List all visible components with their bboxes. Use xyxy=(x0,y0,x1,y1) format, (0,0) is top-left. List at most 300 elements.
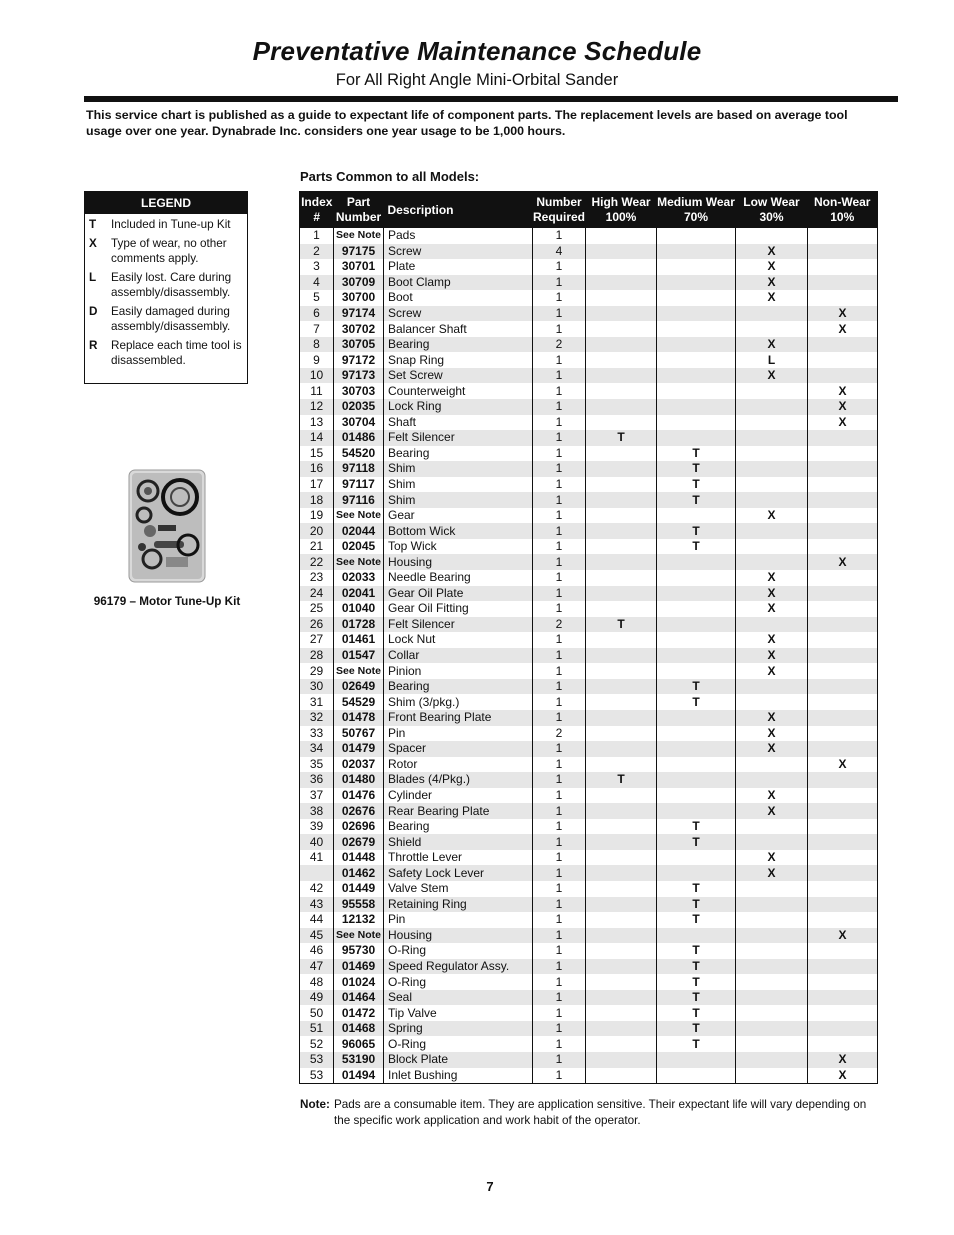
table-row xyxy=(300,648,878,664)
cell-description: Counterweight xyxy=(384,383,533,399)
cell-index: 43 xyxy=(300,897,334,913)
cell-part-number: 97116 xyxy=(334,492,384,508)
table-row xyxy=(300,741,878,757)
cell-description: Shaft xyxy=(384,415,533,431)
cell-index: 27 xyxy=(300,632,334,648)
cell-high-wear xyxy=(586,850,657,866)
cell-description: Shim xyxy=(384,492,533,508)
cell-part-number: 96065 xyxy=(334,1036,384,1052)
cell-non-wear xyxy=(808,352,878,368)
cell-part-number: 30700 xyxy=(334,290,384,306)
cell-non-wear xyxy=(808,819,878,835)
table-row xyxy=(300,881,878,897)
cell-low-wear: X xyxy=(736,788,808,804)
cell-non-wear xyxy=(808,710,878,726)
page-number: 7 xyxy=(486,1179,494,1194)
cell-high-wear xyxy=(586,1052,657,1068)
cell-medium-wear xyxy=(657,648,736,664)
cell-high-wear xyxy=(586,974,657,990)
cell-high-wear xyxy=(586,990,657,1006)
cell-description: Lock Nut xyxy=(384,632,533,648)
cell-medium-wear xyxy=(657,772,736,788)
cell-part-number: 01464 xyxy=(334,990,384,1006)
cell-non-wear: X xyxy=(808,928,878,944)
table-row xyxy=(300,850,878,866)
cell-low-wear: X xyxy=(736,803,808,819)
cell-part-number: See Note xyxy=(334,228,384,244)
cell-index: 46 xyxy=(300,943,334,959)
cell-number-required: 1 xyxy=(533,679,586,695)
cell-index: 14 xyxy=(300,430,334,446)
cell-medium-wear: T xyxy=(657,477,736,493)
cell-low-wear xyxy=(736,834,808,850)
cell-number-required: 1 xyxy=(533,850,586,866)
cell-non-wear: X xyxy=(838,1067,847,1082)
table-row xyxy=(300,601,878,617)
cell-index: 47 xyxy=(300,959,334,975)
cell-high-wear xyxy=(586,741,657,757)
cell-high-wear xyxy=(586,834,657,850)
cell-high-wear: T xyxy=(586,772,657,788)
cell-index: 36 xyxy=(300,772,334,788)
table-row xyxy=(300,446,878,462)
cell-non-wear xyxy=(808,834,878,850)
cell-part-number: 12132 xyxy=(334,912,384,928)
cell-part-number: 50767 xyxy=(334,726,384,742)
table-row xyxy=(300,461,878,477)
cell-description: Spring xyxy=(384,1021,533,1037)
page-title: Preventative Maintenance Schedule xyxy=(252,36,702,66)
cell-number-required: 1 xyxy=(533,1005,586,1021)
cell-description: Tip Valve xyxy=(384,1005,533,1021)
table-row xyxy=(300,352,878,368)
cell-description: Top Wick xyxy=(384,539,533,555)
cell-high-wear xyxy=(586,492,657,508)
cell-part-number: 02045 xyxy=(334,539,384,555)
cell-high-wear xyxy=(586,275,657,291)
cell-high-wear xyxy=(586,819,657,835)
table-row xyxy=(300,663,878,679)
cell-index: 49 xyxy=(300,990,334,1006)
cell-high-wear xyxy=(586,337,657,353)
cell-non-wear xyxy=(808,679,878,695)
cell-low-wear: X xyxy=(736,710,808,726)
cell-non-wear xyxy=(808,461,878,477)
cell-low-wear: X xyxy=(736,663,808,679)
cell-non-wear xyxy=(808,539,878,555)
cell-number-required: 1 xyxy=(533,959,586,975)
cell-low-wear xyxy=(736,819,808,835)
cell-low-wear xyxy=(736,679,808,695)
cell-high-wear xyxy=(586,663,657,679)
legend-key: X xyxy=(89,236,97,250)
cell-high-wear xyxy=(586,679,657,695)
cell-part-number: 97175 xyxy=(334,244,384,260)
cell-low-wear: X xyxy=(736,290,808,306)
table-row xyxy=(300,1036,878,1052)
cell-non-wear xyxy=(808,1036,878,1052)
cell-number-required: 1 xyxy=(533,1068,586,1084)
cell-non-wear xyxy=(808,865,878,881)
cell-high-wear xyxy=(586,259,657,275)
cell-low-wear: X xyxy=(736,508,808,524)
cell-description: Shim (3/pkg.) xyxy=(384,694,533,710)
cell-part-number: 30703 xyxy=(334,383,384,399)
cell-low-wear: X xyxy=(736,368,808,384)
cell-medium-wear xyxy=(657,415,736,431)
cell-high-wear xyxy=(586,321,657,337)
table-row xyxy=(300,819,878,835)
cell-number-required: 2 xyxy=(533,617,586,633)
cell-part-number: 02041 xyxy=(334,586,384,602)
cell-medium-wear: T xyxy=(657,897,736,913)
cell-part-number: See Note xyxy=(334,554,384,570)
table-row xyxy=(300,803,878,819)
cell-medium-wear: T xyxy=(657,912,736,928)
table-header-row xyxy=(300,192,878,229)
cell-index: 21 xyxy=(300,539,334,555)
cell-non-wear xyxy=(808,663,878,679)
cell-index: 9 xyxy=(300,352,334,368)
table-row xyxy=(300,275,878,291)
cell-description: Shim xyxy=(384,461,533,477)
table-row xyxy=(300,586,878,602)
cell-high-wear xyxy=(586,368,657,384)
cell-non-wear xyxy=(808,244,878,260)
cell-description: Gear Oil Fitting xyxy=(384,601,533,617)
cell-low-wear: X xyxy=(736,726,808,742)
cell-medium-wear: T xyxy=(657,446,736,462)
cell-non-wear xyxy=(808,477,878,493)
cell-medium-wear xyxy=(657,570,736,586)
legend-box xyxy=(84,191,248,384)
table-row xyxy=(300,508,878,524)
cell-low-wear xyxy=(736,617,808,633)
table-row xyxy=(300,974,878,990)
table-row xyxy=(300,757,878,773)
cell-number-required: 1 xyxy=(533,803,586,819)
cell-medium-wear: T xyxy=(657,974,736,990)
cell-number-required: 1 xyxy=(533,477,586,493)
cell-high-wear xyxy=(586,352,657,368)
cell-low-wear xyxy=(736,897,808,913)
cell-medium-wear xyxy=(657,586,736,602)
cell-index: 18 xyxy=(300,492,334,508)
cell-number-required: 1 xyxy=(533,819,586,835)
cell-non-wear xyxy=(808,897,878,913)
cell-description: Housing xyxy=(384,928,533,944)
legend-key: D xyxy=(89,304,98,318)
cell-low-wear xyxy=(736,1036,808,1052)
cell-description: O-Ring xyxy=(384,1036,533,1052)
cell-number-required: 1 xyxy=(533,461,586,477)
cell-description: Shim xyxy=(384,477,533,493)
table-row xyxy=(300,244,878,260)
legend-item xyxy=(85,236,247,267)
cell-non-wear xyxy=(808,430,878,446)
cell-number-required: 1 xyxy=(533,368,586,384)
cell-medium-wear xyxy=(657,337,736,353)
cell-index: 28 xyxy=(300,648,334,664)
cell-low-wear xyxy=(736,959,808,975)
table-row xyxy=(300,788,878,804)
cell-number-required: 1 xyxy=(533,228,586,244)
cell-non-wear xyxy=(808,586,878,602)
cell-medium-wear: T xyxy=(657,1005,736,1021)
cell-high-wear xyxy=(586,959,657,975)
cell-description: Valve Stem xyxy=(384,881,533,897)
cell-part-number: 01468 xyxy=(334,1021,384,1037)
cell-low-wear xyxy=(736,912,808,928)
cell-description: Housing xyxy=(384,554,533,570)
cell-description: Needle Bearing xyxy=(384,570,533,586)
table-row xyxy=(300,865,878,881)
cell-medium-wear xyxy=(657,663,736,679)
cell-number-required: 1 xyxy=(533,943,586,959)
cell-high-wear xyxy=(586,943,657,959)
cell-non-wear xyxy=(808,694,878,710)
cell-number-required: 1 xyxy=(533,928,586,944)
col-header-part-number: Part Number xyxy=(334,192,384,229)
table-row xyxy=(300,228,878,244)
cell-part-number: 97117 xyxy=(334,477,384,493)
cell-part-number: 01449 xyxy=(334,881,384,897)
cell-medium-wear xyxy=(657,632,736,648)
table-row xyxy=(300,617,878,633)
cell-non-wear xyxy=(808,508,878,524)
cell-description: Gear Oil Plate xyxy=(384,586,533,602)
cell-index: 24 xyxy=(300,586,334,602)
table-row xyxy=(300,368,878,384)
cell-non-wear xyxy=(808,974,878,990)
cell-high-wear xyxy=(586,757,657,773)
cell-part-number: 01448 xyxy=(334,850,384,866)
cell-medium-wear xyxy=(657,1068,736,1084)
cell-index: 3 xyxy=(300,259,334,275)
cell-medium-wear: T xyxy=(657,1021,736,1037)
cell-index: 22 xyxy=(300,554,334,570)
cell-low-wear xyxy=(736,757,808,773)
cell-low-wear xyxy=(736,492,808,508)
cell-medium-wear xyxy=(657,726,736,742)
cell-part-number: 02696 xyxy=(334,819,384,835)
cell-number-required: 1 xyxy=(533,1052,586,1068)
cell-number-required: 1 xyxy=(533,259,586,275)
cell-high-wear xyxy=(586,881,657,897)
table-row xyxy=(300,1021,878,1037)
cell-part-number: 01728 xyxy=(334,617,384,633)
cell-description: Inlet Bushing xyxy=(384,1068,533,1084)
cell-medium-wear: T xyxy=(657,694,736,710)
cell-high-wear xyxy=(586,306,657,322)
table-row xyxy=(300,290,878,306)
cell-high-wear xyxy=(586,383,657,399)
cell-description: Pin xyxy=(384,912,533,928)
cell-non-wear: X xyxy=(808,554,878,570)
cell-part-number: 97118 xyxy=(334,461,384,477)
cell-low-wear: X xyxy=(736,570,808,586)
parts-table xyxy=(299,191,878,1084)
cell-medium-wear: T xyxy=(657,834,736,850)
cell-high-wear xyxy=(586,446,657,462)
cell-number-required: 1 xyxy=(533,632,586,648)
cell-part-number: 01461 xyxy=(334,632,384,648)
cell-medium-wear xyxy=(657,710,736,726)
cell-low-wear: X xyxy=(736,865,808,881)
cell-index: 41 xyxy=(300,850,334,866)
legend-text: Included in Tune-up Kit xyxy=(111,218,231,231)
cell-low-wear xyxy=(736,694,808,710)
cell-part-number: 30701 xyxy=(334,259,384,275)
cell-medium-wear xyxy=(657,803,736,819)
legend-key: T xyxy=(89,218,97,231)
table-row xyxy=(300,912,878,928)
cell-index: 51 xyxy=(300,1021,334,1037)
table-row xyxy=(300,632,878,648)
cell-non-wear: X xyxy=(838,414,847,429)
table-row xyxy=(300,259,878,275)
cell-non-wear xyxy=(808,368,878,384)
cell-part-number: 02037 xyxy=(334,757,384,773)
cell-non-wear xyxy=(808,648,878,664)
cell-high-wear xyxy=(586,788,657,804)
cell-high-wear xyxy=(586,554,657,570)
cell-low-wear xyxy=(736,1052,808,1068)
tune-up-kit-image xyxy=(128,469,206,583)
table-row xyxy=(300,959,878,975)
cell-part-number: 53190 xyxy=(334,1052,384,1068)
cell-part-number: 01494 xyxy=(334,1068,384,1084)
cell-description: Throttle Lever xyxy=(384,850,533,866)
cell-medium-wear xyxy=(657,399,736,415)
cell-low-wear xyxy=(736,399,808,415)
cell-non-wear xyxy=(808,959,878,975)
cell-non-wear xyxy=(808,726,878,742)
cell-description: Bottom Wick xyxy=(384,523,533,539)
cell-non-wear xyxy=(808,601,878,617)
col-header-description: Description xyxy=(384,192,533,229)
legend-title: LEGEND xyxy=(85,192,247,214)
cell-number-required: 1 xyxy=(533,492,586,508)
cell-non-wear xyxy=(808,741,878,757)
cell-high-wear xyxy=(586,1068,657,1084)
cell-non-wear: X xyxy=(838,383,847,398)
page-subtitle: For All Right Angle Mini-Orbital Sander xyxy=(335,71,619,89)
cell-medium-wear xyxy=(657,757,736,773)
legend-text: Easily lost. Care during assembly/disassembly. xyxy=(111,270,232,299)
legend-item xyxy=(85,217,247,233)
cell-low-wear xyxy=(736,943,808,959)
cell-medium-wear xyxy=(657,617,736,633)
cell-low-wear xyxy=(736,383,808,399)
table-row xyxy=(300,539,878,555)
cell-number-required: 1 xyxy=(533,741,586,757)
cell-part-number: 01478 xyxy=(334,710,384,726)
cell-number-required: 1 xyxy=(533,290,586,306)
table-row xyxy=(300,928,878,944)
cell-high-wear xyxy=(586,1021,657,1037)
cell-index: 53 xyxy=(300,1052,334,1068)
cell-part-number: 01480 xyxy=(334,772,384,788)
cell-non-wear xyxy=(808,850,878,866)
cell-index: 10 xyxy=(300,368,334,384)
cell-non-wear xyxy=(808,617,878,633)
cell-medium-wear xyxy=(657,306,736,322)
cell-part-number: 97173 xyxy=(334,368,384,384)
cell-non-wear xyxy=(808,492,878,508)
cell-low-wear xyxy=(736,881,808,897)
cell-index: 45 xyxy=(300,928,334,944)
cell-number-required: 1 xyxy=(533,601,586,617)
cell-low-wear: X xyxy=(736,850,808,866)
cell-number-required: 1 xyxy=(533,788,586,804)
cell-index: 31 xyxy=(300,694,334,710)
cell-part-number: 97172 xyxy=(334,352,384,368)
cell-low-wear xyxy=(736,477,808,493)
cell-high-wear xyxy=(586,1005,657,1021)
cell-part-number: 01547 xyxy=(334,648,384,664)
cell-medium-wear: T xyxy=(657,523,736,539)
cell-index: 38 xyxy=(300,803,334,819)
cell-description: Felt Silencer xyxy=(384,617,533,633)
cell-index: 42 xyxy=(300,881,334,897)
cell-low-wear xyxy=(736,990,808,1006)
cell-medium-wear: T xyxy=(657,819,736,835)
cell-low-wear xyxy=(736,554,808,570)
cell-high-wear xyxy=(586,865,657,881)
col-header-index: Index # xyxy=(300,192,334,229)
cell-index: 16 xyxy=(300,461,334,477)
cell-non-wear xyxy=(808,772,878,788)
cell-low-wear xyxy=(736,1005,808,1021)
cell-medium-wear: T xyxy=(657,461,736,477)
cell-description: O-Ring xyxy=(384,974,533,990)
col-header-low-wear: Low Wear 30% xyxy=(736,192,808,229)
cell-part-number: See Note xyxy=(334,928,384,944)
cell-description: Screw xyxy=(384,306,533,322)
cell-index: 17 xyxy=(300,477,334,493)
cell-low-wear: X xyxy=(736,648,808,664)
cell-low-wear: X xyxy=(736,337,808,353)
cell-medium-wear xyxy=(657,508,736,524)
cell-medium-wear: T xyxy=(657,959,736,975)
cell-number-required: 2 xyxy=(533,726,586,742)
cell-description: Snap Ring xyxy=(384,352,533,368)
cell-index: 6 xyxy=(300,306,334,322)
cell-number-required: 1 xyxy=(533,415,586,431)
cell-description: Lock Ring xyxy=(384,399,533,415)
cell-index: 1 xyxy=(300,228,334,244)
cell-high-wear xyxy=(586,897,657,913)
cell-medium-wear: T xyxy=(657,990,736,1006)
cell-low-wear xyxy=(736,974,808,990)
cell-low-wear: L xyxy=(736,352,808,368)
table-row xyxy=(300,897,878,913)
cell-index: 5 xyxy=(300,290,334,306)
cell-number-required: 1 xyxy=(533,306,586,322)
cell-part-number: 01476 xyxy=(334,788,384,804)
cell-high-wear xyxy=(586,228,657,244)
cell-low-wear: X xyxy=(736,275,808,291)
cell-medium-wear xyxy=(657,352,736,368)
cell-high-wear xyxy=(586,586,657,602)
cell-part-number: 54529 xyxy=(334,694,384,710)
cell-non-wear xyxy=(808,228,878,244)
cell-index: 32 xyxy=(300,710,334,726)
cell-low-wear xyxy=(736,772,808,788)
cell-index: 53 xyxy=(300,1068,334,1084)
cell-medium-wear xyxy=(657,259,736,275)
